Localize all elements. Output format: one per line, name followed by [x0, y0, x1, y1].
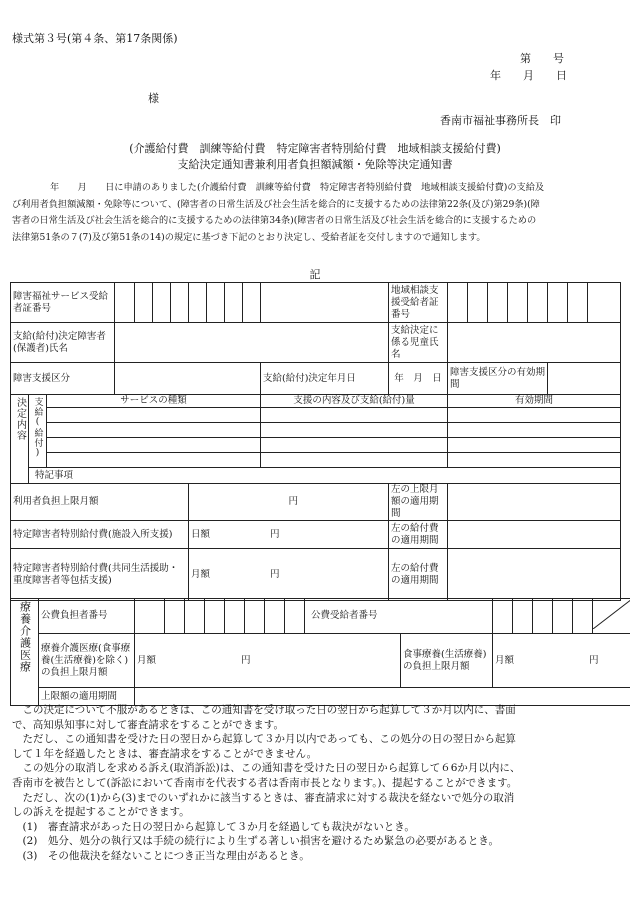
note-line: して１年を経過したときは、審査請求をすることができません。	[12, 747, 318, 760]
yen-label: 円	[589, 654, 599, 666]
cert-digit[interactable]	[528, 283, 548, 323]
cert-digit[interactable]	[548, 283, 568, 323]
intro-line: 害者の日常生活及び社会生活を総合的に支援するための法律第34条)(障害者の日常生活及び社会生活を総合的に支援するための	[12, 215, 537, 226]
meal-care-limit-field[interactable]	[493, 634, 630, 688]
note-line: 香南市を被告として(訴訟において香南市を代表する者は香南市長となります。)、提起することができます。	[12, 776, 518, 789]
decision-date-field[interactable]: 年 月 日	[389, 363, 448, 395]
intro-line: 年 月 日に申請のありました(介護給付費 訓練等給付費 特定障害者特別給付費 地域相談支援給付費)の支給及	[50, 182, 545, 193]
service-cell[interactable]	[47, 453, 261, 468]
decision-content-vertical: 決定内容	[11, 395, 29, 484]
monthly-limit-field[interactable]: 円	[189, 484, 389, 521]
cert-digit[interactable]	[171, 283, 189, 323]
cert-digit[interactable]	[243, 283, 261, 323]
recipient-digit[interactable]	[553, 599, 573, 634]
decision-table	[10, 282, 621, 601]
monthly-amount-label: 月額	[191, 568, 211, 580]
limit-period-field[interactable]	[448, 484, 621, 521]
content-cell[interactable]	[261, 453, 448, 468]
note-line: ただし、この通知書を受けた日の翌日から起算して３か月以内であっても、この処分の日の翌日から起算	[12, 733, 516, 746]
payer-digit[interactable]	[285, 599, 305, 634]
benefit-1-period-field[interactable]	[448, 521, 621, 549]
content-cell[interactable]	[261, 438, 448, 453]
ki-heading: 記	[309, 268, 321, 281]
intro-line: び利用者負担額減額・免除等について、(障害者の日常生活及び社会生活を総合的に支援するための法律第22条(及び)第29条)(障	[12, 198, 540, 210]
limit-period-label: 左の上限月額の適用期間	[389, 484, 448, 521]
special-benefit-2-field[interactable]	[189, 549, 389, 601]
service-cell[interactable]	[47, 438, 261, 453]
diagonal-line	[593, 599, 630, 629]
content-cell[interactable]	[261, 408, 448, 423]
validity-period-header: 有効期間	[448, 395, 621, 408]
payer-digit[interactable]	[205, 599, 225, 634]
beneficiary-name-label: 支給(給付)決定障害者(保護者)氏名	[11, 323, 115, 363]
note-line: (2) 処分、処分の執行又は手続の続行により生ずる著しい損害を避けるため緊急の必要があるとき。	[12, 835, 499, 848]
period-cell[interactable]	[448, 423, 621, 438]
cert-digit[interactable]	[115, 283, 135, 323]
payer-digit[interactable]	[135, 599, 165, 634]
cert-digit[interactable]	[153, 283, 171, 323]
medical-care-limit-field[interactable]	[135, 634, 401, 688]
service-cert-no-label: 障害福祉サービス受給者証番号	[11, 283, 115, 323]
title-line-1: (介護給付費 訓練等給付費 特定障害者特別給付費 地域相談支援給付費)	[129, 142, 501, 155]
support-level-period-field[interactable]	[548, 363, 621, 395]
note-line: しの訴えを提起することができます。	[12, 806, 190, 819]
note-line: ただし、次の(1)から(3)までのいずれかに該当するときは、審査請求に対する裁決を経ないで処分の取消	[12, 791, 515, 804]
child-name-label: 支給決定に係る児童氏名	[389, 323, 448, 363]
monthly-amount-label: 月額	[495, 654, 515, 666]
note-line: この決定について不服があるときは、この通知書を受け取った日の翌日から起算して３か月以内に、書面	[12, 704, 516, 716]
note-line: (3) その他裁決を経ないことにつき正当な理由があるとき。	[12, 849, 310, 862]
recipient-digit[interactable]	[493, 599, 513, 634]
diagonal-cell	[593, 599, 630, 634]
intro-line: 法律第51条の７(7)及び第51条の14)の規定に基づき下記のとおり決定し、受給者証を交付しますので通知します。	[12, 231, 486, 243]
public-recipient-no-label: 公費受給者番号	[305, 599, 493, 634]
medical-care-table	[10, 598, 630, 706]
cert-digit[interactable]	[207, 283, 225, 323]
cert-digit[interactable]	[508, 283, 528, 323]
payer-digit[interactable]	[265, 599, 285, 634]
decision-date-label: 支給(給付)決定年月日	[261, 363, 389, 395]
benefit-1-period-label: 左の給付費の適用期間	[389, 521, 448, 549]
child-name-field[interactable]	[448, 323, 621, 363]
recipient-digit[interactable]	[513, 599, 533, 634]
meal-care-limit-label: 食事療養(生活療養)の負担上限月額	[401, 634, 493, 688]
beneficiary-name-field[interactable]	[115, 323, 389, 363]
issuer-name: 香南市福祉事務所長 印	[440, 114, 561, 127]
support-level-field[interactable]	[115, 363, 261, 395]
title-line-2: 支給決定通知書兼利用者負担額減額・免除等決定通知書	[177, 158, 453, 171]
yen-label: 円	[270, 528, 280, 540]
note-line: この処分の取消しを求める訴え(取消訴訟)は、この通知書を受けた日の翌日から起算して６6か月以内に、	[12, 762, 521, 775]
payer-digit[interactable]	[165, 599, 185, 634]
cert-digit[interactable]	[468, 283, 488, 323]
cert-digit[interactable]	[588, 283, 621, 323]
public-payer-no-label: 公費負担者番号	[39, 599, 135, 634]
note-line: (1) 審査請求があった日の翌日から起算して３か月を経過しても裁決がないとき。	[12, 820, 415, 833]
document-number: 第 号	[520, 52, 564, 65]
content-cell[interactable]	[261, 423, 448, 438]
recipient-digit[interactable]	[533, 599, 553, 634]
yen-label: 円	[241, 654, 251, 666]
period-cell[interactable]	[448, 408, 621, 423]
support-content-header: 支援の内容及び支給(給付)量	[261, 395, 448, 408]
medical-care-limit-label: 療養介護医療(食事療養(生活療養)を除く)の負担上限月額	[39, 634, 135, 688]
benefit-2-period-label: 左の給付費の適用期間	[389, 549, 448, 601]
benefit-2-period-field[interactable]	[448, 549, 621, 601]
regional-cert-no-label: 地域相談支援受給者証番号	[389, 283, 448, 323]
appeal-notes	[12, 703, 612, 864]
limit-period-label: 上限額の適用期間	[39, 688, 135, 706]
support-level-label: 障害支援区分	[11, 363, 115, 395]
cert-digit[interactable]	[448, 283, 468, 323]
cert-digit[interactable]	[261, 283, 389, 323]
intro-paragraph	[12, 180, 612, 246]
support-level-period-label: 障害支援区分の有効期間	[448, 363, 548, 395]
form-number: 様式第３号(第４条、第17条関係)	[12, 32, 178, 45]
issue-date: 年 月 日	[490, 69, 567, 82]
service-cell[interactable]	[47, 408, 261, 423]
service-cell[interactable]	[47, 423, 261, 438]
special-benefit-1-field[interactable]	[189, 521, 389, 549]
note-line: で、高知県知事に対して審査請求をすることができます。	[12, 718, 284, 731]
medical-care-vertical: 療養介護医療	[11, 599, 39, 706]
recipient-sama: 様	[148, 92, 159, 105]
monthly-limit-label: 利用者負担上限月額	[11, 484, 189, 521]
monthly-amount-label: 月額	[137, 654, 157, 666]
supply-vertical: 支給(給付)	[29, 395, 47, 468]
period-cell[interactable]	[448, 453, 621, 468]
cert-digit[interactable]	[225, 283, 243, 323]
period-cell[interactable]	[448, 438, 621, 453]
cert-digit[interactable]	[568, 283, 588, 323]
recipient-digit[interactable]	[573, 599, 593, 634]
special-notes[interactable]: 特記事項	[29, 468, 621, 484]
yen-label: 円	[270, 568, 280, 580]
cert-digit[interactable]	[135, 283, 153, 323]
payer-digit[interactable]	[225, 599, 245, 634]
cert-digit[interactable]	[189, 283, 207, 323]
cert-digit[interactable]	[488, 283, 508, 323]
special-benefit-1-label: 特定障害者特別給付費(施設入所支援)	[11, 521, 189, 549]
service-type-header: サービスの種類	[47, 395, 261, 408]
special-benefit-2-label: 特定障害者特別給付費(共同生活援助・重度障害者等包括支援)	[11, 549, 189, 601]
payer-digit[interactable]	[245, 599, 265, 634]
daily-amount-label: 日額	[191, 528, 211, 540]
payer-digit[interactable]	[185, 599, 205, 634]
